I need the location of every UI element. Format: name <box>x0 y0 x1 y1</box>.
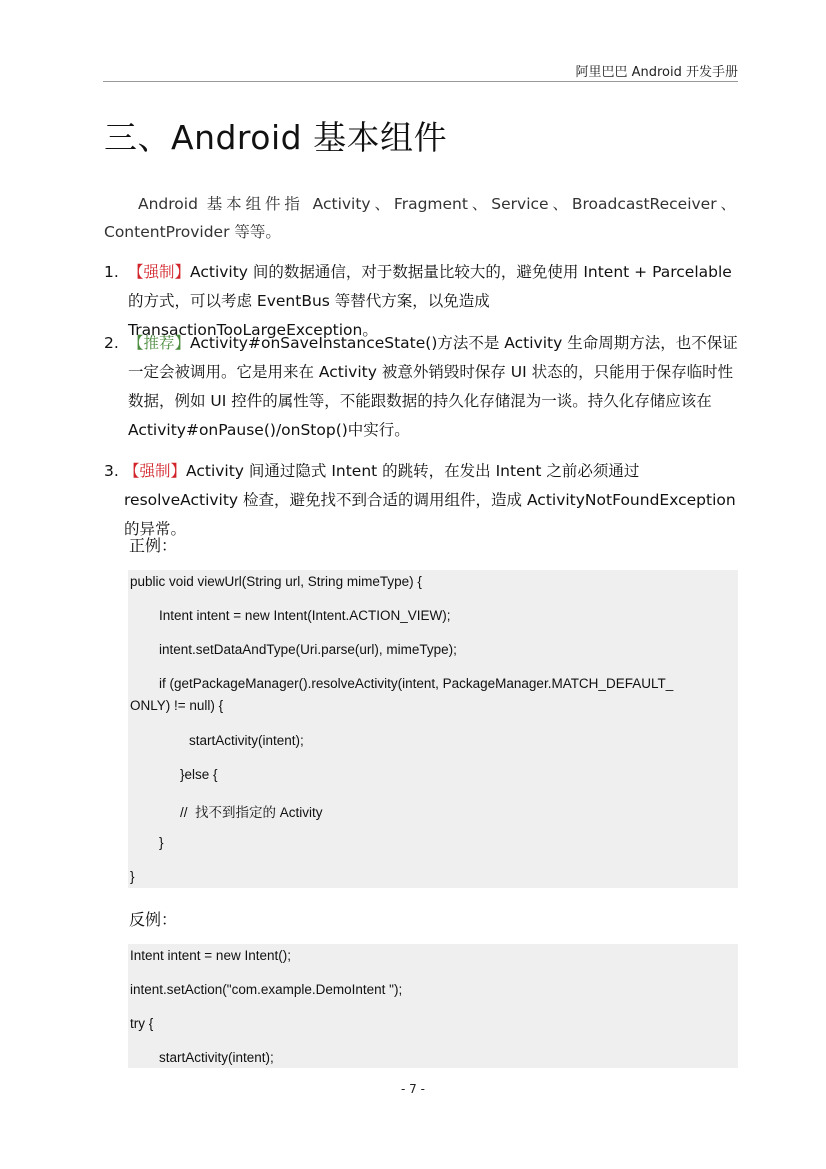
code-line: try { <box>130 1016 154 1031</box>
rule-number: 2. <box>104 334 119 352</box>
rule-number: 3. <box>104 462 119 480</box>
positive-example-label: 正例： <box>129 536 178 555</box>
rule-tag-mandatory: 【强制】 <box>128 263 191 281</box>
code-line: startActivity(intent); <box>159 1050 274 1065</box>
negative-example-label: 反例： <box>129 910 178 929</box>
code-line: }else { <box>180 767 218 782</box>
code-line: public void viewUrl(String url, String mimeType) { <box>130 574 422 589</box>
rule-body <box>128 329 738 445</box>
section-intro: Android 基本组件指 Activity、Fragment、Service、BroadcastReceiver、ContentProvider 等等。 <box>104 195 736 241</box>
rule-number: 1. <box>104 263 119 281</box>
code-line: intent.setAction("com.example.DemoIntent "); <box>130 982 403 997</box>
code-line: ONLY) != null) { <box>130 698 224 713</box>
page-number: - 7 - <box>401 1082 425 1096</box>
code-line: // 找不到指定的 Activity <box>180 805 323 820</box>
header-divider <box>103 81 738 82</box>
rule-item <box>104 457 738 544</box>
rule-tag-recommended: 【推荐】 <box>128 334 191 352</box>
code-line: } <box>130 869 135 884</box>
rule-body <box>124 457 738 544</box>
positive-code-block <box>128 570 738 888</box>
code-line: intent.setDataAndType(Uri.parse(url), mimeType); <box>159 642 457 657</box>
rule-text: Activity 间的数据通信，对于数据量比较大的，避免使用 Intent + Parcelable 的方式，可以考虑 EventBus 等替代方案，以免造成 TransactionTooLargeException。 <box>128 263 732 339</box>
header-title: 阿里巴巴 Android 开发手册 <box>575 65 738 80</box>
rule-text: Activity 间通过隐式 Intent 的跳转，在发出 Intent 之前必须通过 resolveActivity 检查，避免找不到合适的调用组件，造成 ActivityNotFoundException 的异常。 <box>124 462 736 538</box>
section-title: 三、Android 基本组件 <box>104 118 448 157</box>
code-line: } <box>159 835 164 850</box>
rule-tag-mandatory: 【强制】 <box>124 462 187 480</box>
rule-item <box>104 329 738 445</box>
code-line: if (getPackageManager().resolveActivity(intent, PackageManager.MATCH_DEFAULT_ <box>159 676 674 691</box>
code-line: startActivity(intent); <box>189 733 304 748</box>
rule-text: Activity#onSaveInstanceState()方法不是 Activity 生命周期方法，也不保证一定会被调用。它是用来在 Activity 被意外销毁时保存 UI 状态的，只能用于保存临时性数据，例如 UI 控件的属性等，不能跟数据的持久化存储混为一谈。持久化存储应该在 Activity#onPause()/onStop()中实行。 <box>128 334 738 439</box>
negative-code-block <box>128 944 738 1068</box>
code-line: Intent intent = new Intent(); <box>130 948 291 963</box>
code-line: Intent intent = new Intent(Intent.ACTION_VIEW); <box>159 608 451 623</box>
